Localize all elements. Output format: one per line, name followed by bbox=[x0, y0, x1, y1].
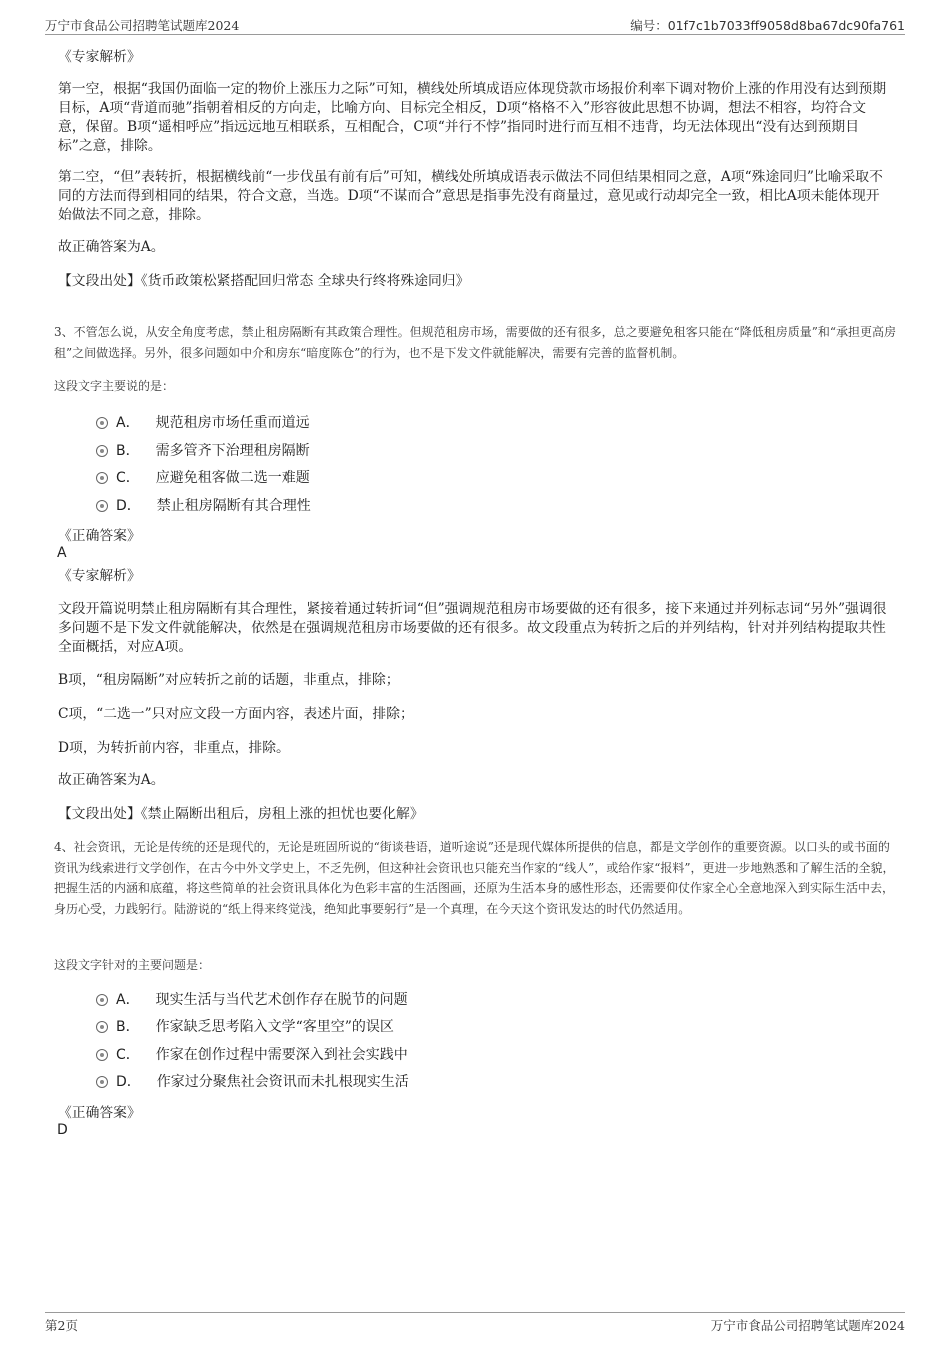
option-b[interactable]: B． 需多管齐下治理租房隔断 bbox=[96, 441, 310, 461]
radio-icon[interactable] bbox=[96, 417, 108, 429]
question-stem: 4、社会资讯，无论是传统的还是现代的，无论是班固所说的“街谈巷语，道听途说”还是现代媒体所提供的信息，都是文学创作的重要资源。以口头的或书面的资讯为线索进行文学创作，在古今中外文学史上，不乏先例，但这种社会资讯也只能充当作家的“线人”，或给作家“报料”，更进一步地熟悉和了解生活的全貌，把握生活的内涵和底蕴，将这些简单的社会资讯具体化为色彩丰富的生活图画，还原为生活本身的感性形态，还需要仰仗作家全心全意地深入到实际生活中去，身历心受，力践躬行。陆游说的“纸上得来终觉浅，绝知此事要躬行”是一个真理，在今天这个资讯发达的时代仍然适用。 bbox=[54, 840, 895, 916]
header-serial: 编号：01f7c1b7033ff9058d8ba67dc90fa761 bbox=[630, 18, 905, 33]
option-b[interactable]: B． 作家缺乏思考陷入文学“客里空”的误区 bbox=[96, 1017, 394, 1037]
header-title: 万宁市食品公司招聘笔试题库2024 bbox=[45, 18, 240, 33]
question-prompt: 这段文字针对的主要问题是： bbox=[54, 958, 211, 972]
conclusion: 故正确答案为A。 bbox=[58, 772, 165, 788]
expert-analysis-label: 《专家解析》 bbox=[58, 49, 141, 65]
radio-icon[interactable] bbox=[96, 1049, 108, 1061]
source-citation: 【文段出处】《禁止隔断出租后，房租上涨的担忧也要化解》 bbox=[58, 806, 424, 822]
analysis-paragraph: 文段开篇说明禁止租房隔断有其合理性，紧接着通过转折词“但”强调规范租房市场要做的还有很多，接下来通过并列标志词“另外”强调很多问题不是下发文件就能解决，依然是在强调规范租房市场要做的还有很多。故文段重点为转折之后的并列结构，针对并列结构提取共性全面概括，对应A项。 bbox=[58, 601, 887, 655]
footer-title: 万宁市食品公司招聘笔试题库2024 bbox=[710, 1318, 905, 1333]
answer-label: 《正确答案》 bbox=[58, 1105, 141, 1121]
option-a[interactable]: A． 现实生活与当代艺术创作存在脱节的问题 bbox=[96, 990, 408, 1010]
analysis-option-b: B项，“租房隔断”对应转折之前的话题，非重点，排除； bbox=[58, 672, 400, 688]
option-d[interactable]: D． 作家过分聚焦社会资讯而未扎根现实生活 bbox=[96, 1072, 409, 1092]
expert-analysis-label: 《专家解析》 bbox=[58, 568, 141, 584]
option-c[interactable]: C． 应避免租客做二选一难题 bbox=[96, 468, 310, 488]
source-citation: 【文段出处】《货币政策松紧搭配回归常态 全球央行终将殊途同归》 bbox=[58, 273, 470, 289]
page-number: 第2页 bbox=[45, 1318, 78, 1333]
page-header bbox=[45, 14, 905, 35]
answer-label: 《正确答案》 bbox=[58, 528, 141, 544]
radio-icon[interactable] bbox=[96, 445, 108, 457]
conclusion: 故正确答案为A。 bbox=[58, 239, 165, 255]
radio-icon[interactable] bbox=[96, 994, 108, 1006]
analysis-option-d: D项，为转折前内容，非重点，排除。 bbox=[58, 740, 290, 756]
radio-icon[interactable] bbox=[96, 1021, 108, 1033]
analysis-option-c: C项，“二选一”只对应文段一方面内容，表述片面，排除； bbox=[58, 706, 414, 722]
option-d[interactable]: D． 禁止租房隔断有其合理性 bbox=[96, 496, 311, 516]
option-a[interactable]: A． 规范租房市场任重而道远 bbox=[96, 413, 310, 433]
radio-icon[interactable] bbox=[96, 472, 108, 484]
page-footer bbox=[45, 1312, 905, 1333]
analysis-paragraph: 第一空，根据“我国仍面临一定的物价上涨压力之际”可知，横线处所填成语应体现贷款市场报价利率下调对物价上涨的作用没有达到预期目标，A项“背道而驰”指朝着相反的方向走，比喻方向、目标完全相反，D项“格格不入”形容彼此思想不协调，想法不相容，均符合文意，保留。B项“遥相呼应”指远远地互相联系，互相配合，C项“并行不悖”指同时进行而互相不违背，均无法体现出“没有达到预期目标”之意，排除。 bbox=[58, 81, 887, 154]
option-c[interactable]: C． 作家在创作过程中需要深入到社会实践中 bbox=[96, 1045, 408, 1065]
radio-icon[interactable] bbox=[96, 1076, 108, 1088]
radio-icon[interactable] bbox=[96, 500, 108, 512]
answer-value: D bbox=[57, 1122, 68, 1138]
answer-value: A bbox=[57, 545, 67, 561]
analysis-paragraph: 第二空，“但”表转折，根据横线前“一步伐虽有前有后”可知，横线处所填成语表示做法不同但结果相同之意，A项“殊途同归”比喻采取不同的方法而得到相同的结果，符合文意，当选。D项“不谋而合”意思是指事先没有商量过，意见或行动却完全一致，相比A项未能体现开始做法不同之意，排除。 bbox=[58, 169, 883, 223]
question-stem: 3、不管怎么说，从安全角度考虑，禁止租房隔断有其政策合理性。但规范租房市场，需要做的还有很多，总之要避免租客只能在“降低租房质量”和“承担更高房租”之间做选择。另外，很多问题如中介和房东“暗度陈仓”的行为，也不是下发文件就能解决，需要有完善的监督机制。 bbox=[54, 325, 897, 360]
question-prompt: 这段文字主要说的是： bbox=[54, 379, 175, 393]
